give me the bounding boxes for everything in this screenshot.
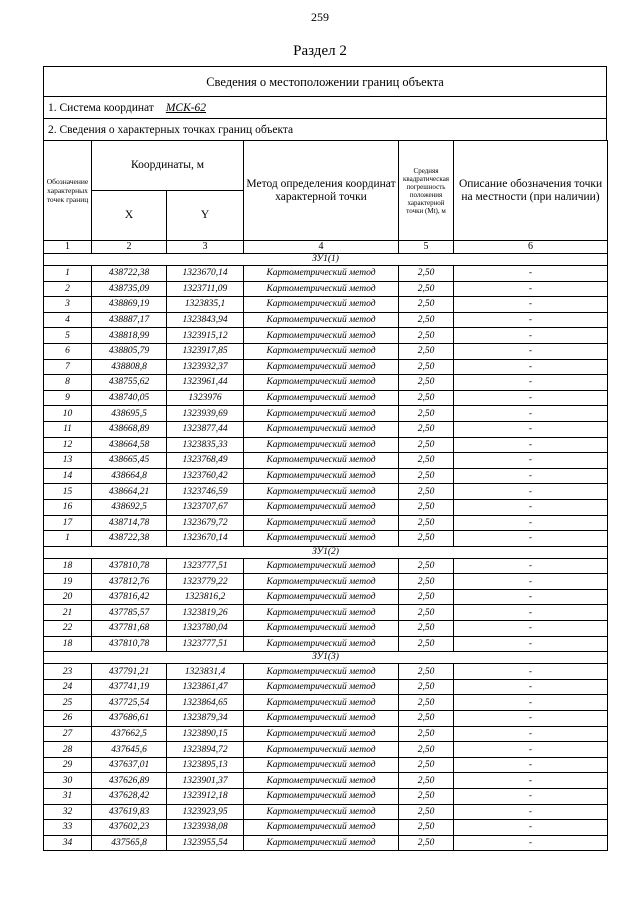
point-id-cell: 10 <box>44 406 92 422</box>
y-cell: 1323912,18 <box>167 789 244 805</box>
x-cell: 438887,17 <box>92 312 167 328</box>
description-cell: - <box>454 636 608 652</box>
description-cell: - <box>454 312 608 328</box>
point-id-cell: 18 <box>44 636 92 652</box>
method-cell: Картометрический метод <box>244 636 399 652</box>
table-row <box>44 266 608 282</box>
point-id-cell: 20 <box>44 589 92 605</box>
table-row <box>44 820 608 836</box>
precision-cell: 2,50 <box>399 621 454 637</box>
point-id-cell: 23 <box>44 664 92 680</box>
y-cell: 1323760,42 <box>167 468 244 484</box>
col-number: 5 <box>399 241 454 254</box>
precision-cell: 2,50 <box>399 589 454 605</box>
point-id-cell: 14 <box>44 468 92 484</box>
precision-cell: 2,50 <box>399 390 454 406</box>
method-cell: Картометрический метод <box>244 773 399 789</box>
method-cell: Картометрический метод <box>244 742 399 758</box>
precision-cell: 2,50 <box>399 453 454 469</box>
x-cell: 437725,54 <box>92 695 167 711</box>
description-cell: - <box>454 621 608 637</box>
description-cell: - <box>454 468 608 484</box>
description-cell: - <box>454 589 608 605</box>
y-cell: 1323895,13 <box>167 757 244 773</box>
y-cell: 1323890,15 <box>167 726 244 742</box>
x-cell: 438740,05 <box>92 390 167 406</box>
precision-cell: 2,50 <box>399 726 454 742</box>
y-cell: 1323746,59 <box>167 484 244 500</box>
point-id-cell: 9 <box>44 390 92 406</box>
table-row <box>44 343 608 359</box>
x-cell: 437628,42 <box>92 789 167 805</box>
col-number: 3 <box>167 241 244 254</box>
precision-cell: 2,50 <box>399 406 454 422</box>
column-number-row <box>44 241 608 254</box>
y-cell: 1323819,26 <box>167 605 244 621</box>
table-row <box>44 421 608 437</box>
table-row <box>44 804 608 820</box>
description-cell: - <box>454 281 608 297</box>
description-cell: - <box>454 679 608 695</box>
method-cell: Картометрический метод <box>244 359 399 375</box>
description-cell: - <box>454 574 608 590</box>
method-cell: Картометрический метод <box>244 266 399 282</box>
point-id-cell: 1 <box>44 266 92 282</box>
table-row <box>44 297 608 313</box>
x-cell: 438818,99 <box>92 328 167 344</box>
table-row <box>44 437 608 453</box>
precision-cell: 2,50 <box>399 636 454 652</box>
precision-cell: 2,50 <box>399 312 454 328</box>
x-cell: 437619,83 <box>92 804 167 820</box>
point-id-cell: 4 <box>44 312 92 328</box>
table-row <box>44 499 608 515</box>
method-cell: Картометрический метод <box>244 679 399 695</box>
table-row <box>44 695 608 711</box>
table-row <box>44 558 608 574</box>
description-cell: - <box>454 343 608 359</box>
x-cell: 437741,19 <box>92 679 167 695</box>
point-id-cell: 16 <box>44 499 92 515</box>
y-cell: 1323777,51 <box>167 558 244 574</box>
table-row <box>44 484 608 500</box>
method-cell: Картометрический метод <box>244 390 399 406</box>
description-cell: - <box>454 835 608 851</box>
table-row <box>44 375 608 391</box>
method-cell: Картометрический метод <box>244 835 399 851</box>
points-table <box>43 140 608 851</box>
y-cell: 1323768,49 <box>167 453 244 469</box>
table-row <box>44 835 608 851</box>
y-cell: 1323777,51 <box>167 636 244 652</box>
point-id-cell: 34 <box>44 835 92 851</box>
precision-cell: 2,50 <box>399 484 454 500</box>
group-name: ЗУ1(2) <box>44 546 608 558</box>
x-cell: 437781,68 <box>92 621 167 637</box>
group-header-row <box>44 652 608 664</box>
description-cell: - <box>454 328 608 344</box>
point-id-cell: 5 <box>44 328 92 344</box>
method-cell: Картометрический метод <box>244 574 399 590</box>
y-cell: 1323915,12 <box>167 328 244 344</box>
point-id-cell: 6 <box>44 343 92 359</box>
description-cell: - <box>454 605 608 621</box>
description-cell: - <box>454 804 608 820</box>
precision-cell: 2,50 <box>399 328 454 344</box>
group-name: ЗУ1(3) <box>44 652 608 664</box>
table-row <box>44 789 608 805</box>
precision-cell: 2,50 <box>399 281 454 297</box>
x-cell: 438668,89 <box>92 421 167 437</box>
description-cell: - <box>454 515 608 531</box>
table-row <box>44 281 608 297</box>
precision-cell: 2,50 <box>399 343 454 359</box>
method-cell: Картометрический метод <box>244 711 399 727</box>
method-cell: Картометрический метод <box>244 605 399 621</box>
precision-cell: 2,50 <box>399 605 454 621</box>
method-cell: Картометрический метод <box>244 531 399 547</box>
coordinate-system-row <box>43 96 607 118</box>
point-id-cell: 29 <box>44 757 92 773</box>
precision-cell: 2,50 <box>399 499 454 515</box>
x-cell: 437662,5 <box>92 726 167 742</box>
table-row <box>44 406 608 422</box>
point-id-cell: 12 <box>44 437 92 453</box>
col-header-x: X <box>92 191 167 241</box>
description-cell: - <box>454 789 608 805</box>
precision-cell: 2,50 <box>399 695 454 711</box>
point-id-cell: 28 <box>44 742 92 758</box>
points-info-label: 2. Сведения о характерных точках границ объекта <box>43 118 607 140</box>
table-row <box>44 390 608 406</box>
col-header-point: Обозначение характерных точек границ <box>44 141 92 241</box>
description-cell: - <box>454 711 608 727</box>
y-cell: 1323923,95 <box>167 804 244 820</box>
point-id-cell: 3 <box>44 297 92 313</box>
y-cell: 1323835,33 <box>167 437 244 453</box>
x-cell: 437791,21 <box>92 664 167 680</box>
y-cell: 1323976 <box>167 390 244 406</box>
x-cell: 437785,57 <box>92 605 167 621</box>
method-cell: Картометрический метод <box>244 297 399 313</box>
precision-cell: 2,50 <box>399 789 454 805</box>
col-header-description: Описание обозначения точки на местности (при наличии) <box>454 141 608 241</box>
method-cell: Картометрический метод <box>244 558 399 574</box>
table-row <box>44 757 608 773</box>
precision-cell: 2,50 <box>399 375 454 391</box>
table-row <box>44 468 608 484</box>
x-cell: 438722,38 <box>92 531 167 547</box>
precision-cell: 2,50 <box>399 804 454 820</box>
table-row <box>44 328 608 344</box>
method-cell: Картометрический метод <box>244 328 399 344</box>
coordinate-system-value: МСК-62 <box>165 102 207 114</box>
x-cell: 438735,09 <box>92 281 167 297</box>
x-cell: 437810,78 <box>92 558 167 574</box>
y-cell: 1323939,69 <box>167 406 244 422</box>
point-id-cell: 25 <box>44 695 92 711</box>
point-id-cell: 33 <box>44 820 92 836</box>
description-cell: - <box>454 421 608 437</box>
y-cell: 1323955,54 <box>167 835 244 851</box>
x-cell: 438714,78 <box>92 515 167 531</box>
description-cell: - <box>454 499 608 515</box>
x-cell: 438692,5 <box>92 499 167 515</box>
method-cell: Картометрический метод <box>244 437 399 453</box>
y-cell: 1323780,04 <box>167 621 244 637</box>
table-row <box>44 312 608 328</box>
method-cell: Картометрический метод <box>244 281 399 297</box>
y-cell: 1323670,14 <box>167 266 244 282</box>
method-cell: Картометрический метод <box>244 804 399 820</box>
point-id-cell: 32 <box>44 804 92 820</box>
precision-cell: 2,50 <box>399 574 454 590</box>
y-cell: 1323670,14 <box>167 531 244 547</box>
point-id-cell: 27 <box>44 726 92 742</box>
points-table-body <box>44 254 608 851</box>
description-cell: - <box>454 726 608 742</box>
col-number: 2 <box>92 241 167 254</box>
method-cell: Картометрический метод <box>244 589 399 605</box>
y-cell: 1323861,47 <box>167 679 244 695</box>
x-cell: 438722,38 <box>92 266 167 282</box>
point-id-cell: 13 <box>44 453 92 469</box>
point-id-cell: 15 <box>44 484 92 500</box>
description-cell: - <box>454 406 608 422</box>
precision-cell: 2,50 <box>399 558 454 574</box>
y-cell: 1323879,34 <box>167 711 244 727</box>
description-cell: - <box>454 773 608 789</box>
x-cell: 437565,8 <box>92 835 167 851</box>
y-cell: 1323938,08 <box>167 820 244 836</box>
point-id-cell: 7 <box>44 359 92 375</box>
method-cell: Картометрический метод <box>244 789 399 805</box>
method-cell: Картометрический метод <box>244 468 399 484</box>
point-id-cell: 19 <box>44 574 92 590</box>
document-frame <box>43 66 607 851</box>
description-cell: - <box>454 390 608 406</box>
precision-cell: 2,50 <box>399 835 454 851</box>
point-id-cell: 30 <box>44 773 92 789</box>
x-cell: 438808,8 <box>92 359 167 375</box>
precision-cell: 2,50 <box>399 679 454 695</box>
group-name: ЗУ1(1) <box>44 254 608 266</box>
table-row <box>44 531 608 547</box>
y-cell: 1323711,09 <box>167 281 244 297</box>
y-cell: 1323864,65 <box>167 695 244 711</box>
method-cell: Картометрический метод <box>244 820 399 836</box>
col-number: 4 <box>244 241 399 254</box>
description-cell: - <box>454 558 608 574</box>
description-cell: - <box>454 531 608 547</box>
x-cell: 437810,78 <box>92 636 167 652</box>
description-cell: - <box>454 695 608 711</box>
col-header-method: Метод определения координат характерной точки <box>244 141 399 241</box>
table-row <box>44 515 608 531</box>
table-row <box>44 589 608 605</box>
page-number: 259 <box>311 10 329 24</box>
group-header-row <box>44 546 608 558</box>
method-cell: Картометрический метод <box>244 484 399 500</box>
x-cell: 437812,76 <box>92 574 167 590</box>
table-row <box>44 664 608 680</box>
method-cell: Картометрический метод <box>244 421 399 437</box>
x-cell: 438664,8 <box>92 468 167 484</box>
method-cell: Картометрический метод <box>244 515 399 531</box>
table-row <box>44 773 608 789</box>
precision-cell: 2,50 <box>399 820 454 836</box>
point-id-cell: 21 <box>44 605 92 621</box>
description-cell: - <box>454 742 608 758</box>
method-cell: Картометрический метод <box>244 621 399 637</box>
point-id-cell: 22 <box>44 621 92 637</box>
precision-cell: 2,50 <box>399 531 454 547</box>
precision-cell: 2,50 <box>399 711 454 727</box>
method-cell: Картометрический метод <box>244 726 399 742</box>
precision-cell: 2,50 <box>399 266 454 282</box>
precision-cell: 2,50 <box>399 421 454 437</box>
table-row <box>44 726 608 742</box>
description-cell: - <box>454 359 608 375</box>
method-cell: Картометрический метод <box>244 664 399 680</box>
col-header-y: Y <box>167 191 244 241</box>
method-cell: Картометрический метод <box>244 695 399 711</box>
y-cell: 1323894,72 <box>167 742 244 758</box>
precision-cell: 2,50 <box>399 742 454 758</box>
y-cell: 1323835,1 <box>167 297 244 313</box>
precision-cell: 2,50 <box>399 664 454 680</box>
x-cell: 437602,23 <box>92 820 167 836</box>
point-id-cell: 8 <box>44 375 92 391</box>
y-cell: 1323707,67 <box>167 499 244 515</box>
method-cell: Картометрический метод <box>244 406 399 422</box>
point-id-cell: 26 <box>44 711 92 727</box>
table-row <box>44 621 608 637</box>
y-cell: 1323932,37 <box>167 359 244 375</box>
x-cell: 438695,5 <box>92 406 167 422</box>
x-cell: 437816,42 <box>92 589 167 605</box>
precision-cell: 2,50 <box>399 437 454 453</box>
y-cell: 1323816,2 <box>167 589 244 605</box>
table-row <box>44 711 608 727</box>
table-row <box>44 679 608 695</box>
y-cell: 1323877,44 <box>167 421 244 437</box>
description-cell: - <box>454 484 608 500</box>
col-number: 1 <box>44 241 92 254</box>
point-id-cell: 24 <box>44 679 92 695</box>
group-header-row <box>44 254 608 266</box>
x-cell: 437686,61 <box>92 711 167 727</box>
x-cell: 438665,45 <box>92 453 167 469</box>
x-cell: 438869,19 <box>92 297 167 313</box>
point-id-cell: 18 <box>44 558 92 574</box>
precision-cell: 2,50 <box>399 757 454 773</box>
point-id-cell: 11 <box>44 421 92 437</box>
description-cell: - <box>454 266 608 282</box>
y-cell: 1323843,94 <box>167 312 244 328</box>
precision-cell: 2,50 <box>399 773 454 789</box>
coordinate-system-label: 1. Система координат <box>48 102 154 114</box>
description-cell: - <box>454 297 608 313</box>
col-header-coords: Координаты, м <box>92 141 244 191</box>
precision-cell: 2,50 <box>399 468 454 484</box>
point-id-cell: 1 <box>44 531 92 547</box>
x-cell: 437626,89 <box>92 773 167 789</box>
table-row <box>44 574 608 590</box>
method-cell: Картометрический метод <box>244 499 399 515</box>
y-cell: 1323679,72 <box>167 515 244 531</box>
table-row <box>44 359 608 375</box>
description-cell: - <box>454 437 608 453</box>
col-number: 6 <box>454 241 608 254</box>
method-cell: Картометрический метод <box>244 453 399 469</box>
table-row <box>44 605 608 621</box>
section-title: Раздел 2 <box>293 43 347 59</box>
point-id-cell: 2 <box>44 281 92 297</box>
method-cell: Картометрический метод <box>244 312 399 328</box>
method-cell: Картометрический метод <box>244 375 399 391</box>
description-cell: - <box>454 375 608 391</box>
description-cell: - <box>454 820 608 836</box>
precision-cell: 2,50 <box>399 515 454 531</box>
description-cell: - <box>454 453 608 469</box>
table-row <box>44 742 608 758</box>
method-cell: Картометрический метод <box>244 343 399 359</box>
y-cell: 1323917,85 <box>167 343 244 359</box>
x-cell: 438755,62 <box>92 375 167 391</box>
point-id-cell: 17 <box>44 515 92 531</box>
x-cell: 438664,58 <box>92 437 167 453</box>
col-header-precision: Средняя квадратическая погрешность положения характерной точки (Mt), м <box>399 141 454 241</box>
y-cell: 1323901,37 <box>167 773 244 789</box>
table-row <box>44 453 608 469</box>
description-cell: - <box>454 757 608 773</box>
x-cell: 438805,79 <box>92 343 167 359</box>
y-cell: 1323831,4 <box>167 664 244 680</box>
precision-cell: 2,50 <box>399 359 454 375</box>
point-id-cell: 31 <box>44 789 92 805</box>
y-cell: 1323961,44 <box>167 375 244 391</box>
x-cell: 437637,01 <box>92 757 167 773</box>
x-cell: 437645,6 <box>92 742 167 758</box>
y-cell: 1323779,22 <box>167 574 244 590</box>
x-cell: 438664,21 <box>92 484 167 500</box>
table-title: Сведения о местоположении границ объекта <box>43 66 607 96</box>
precision-cell: 2,50 <box>399 297 454 313</box>
table-row <box>44 636 608 652</box>
method-cell: Картометрический метод <box>244 757 399 773</box>
description-cell: - <box>454 664 608 680</box>
